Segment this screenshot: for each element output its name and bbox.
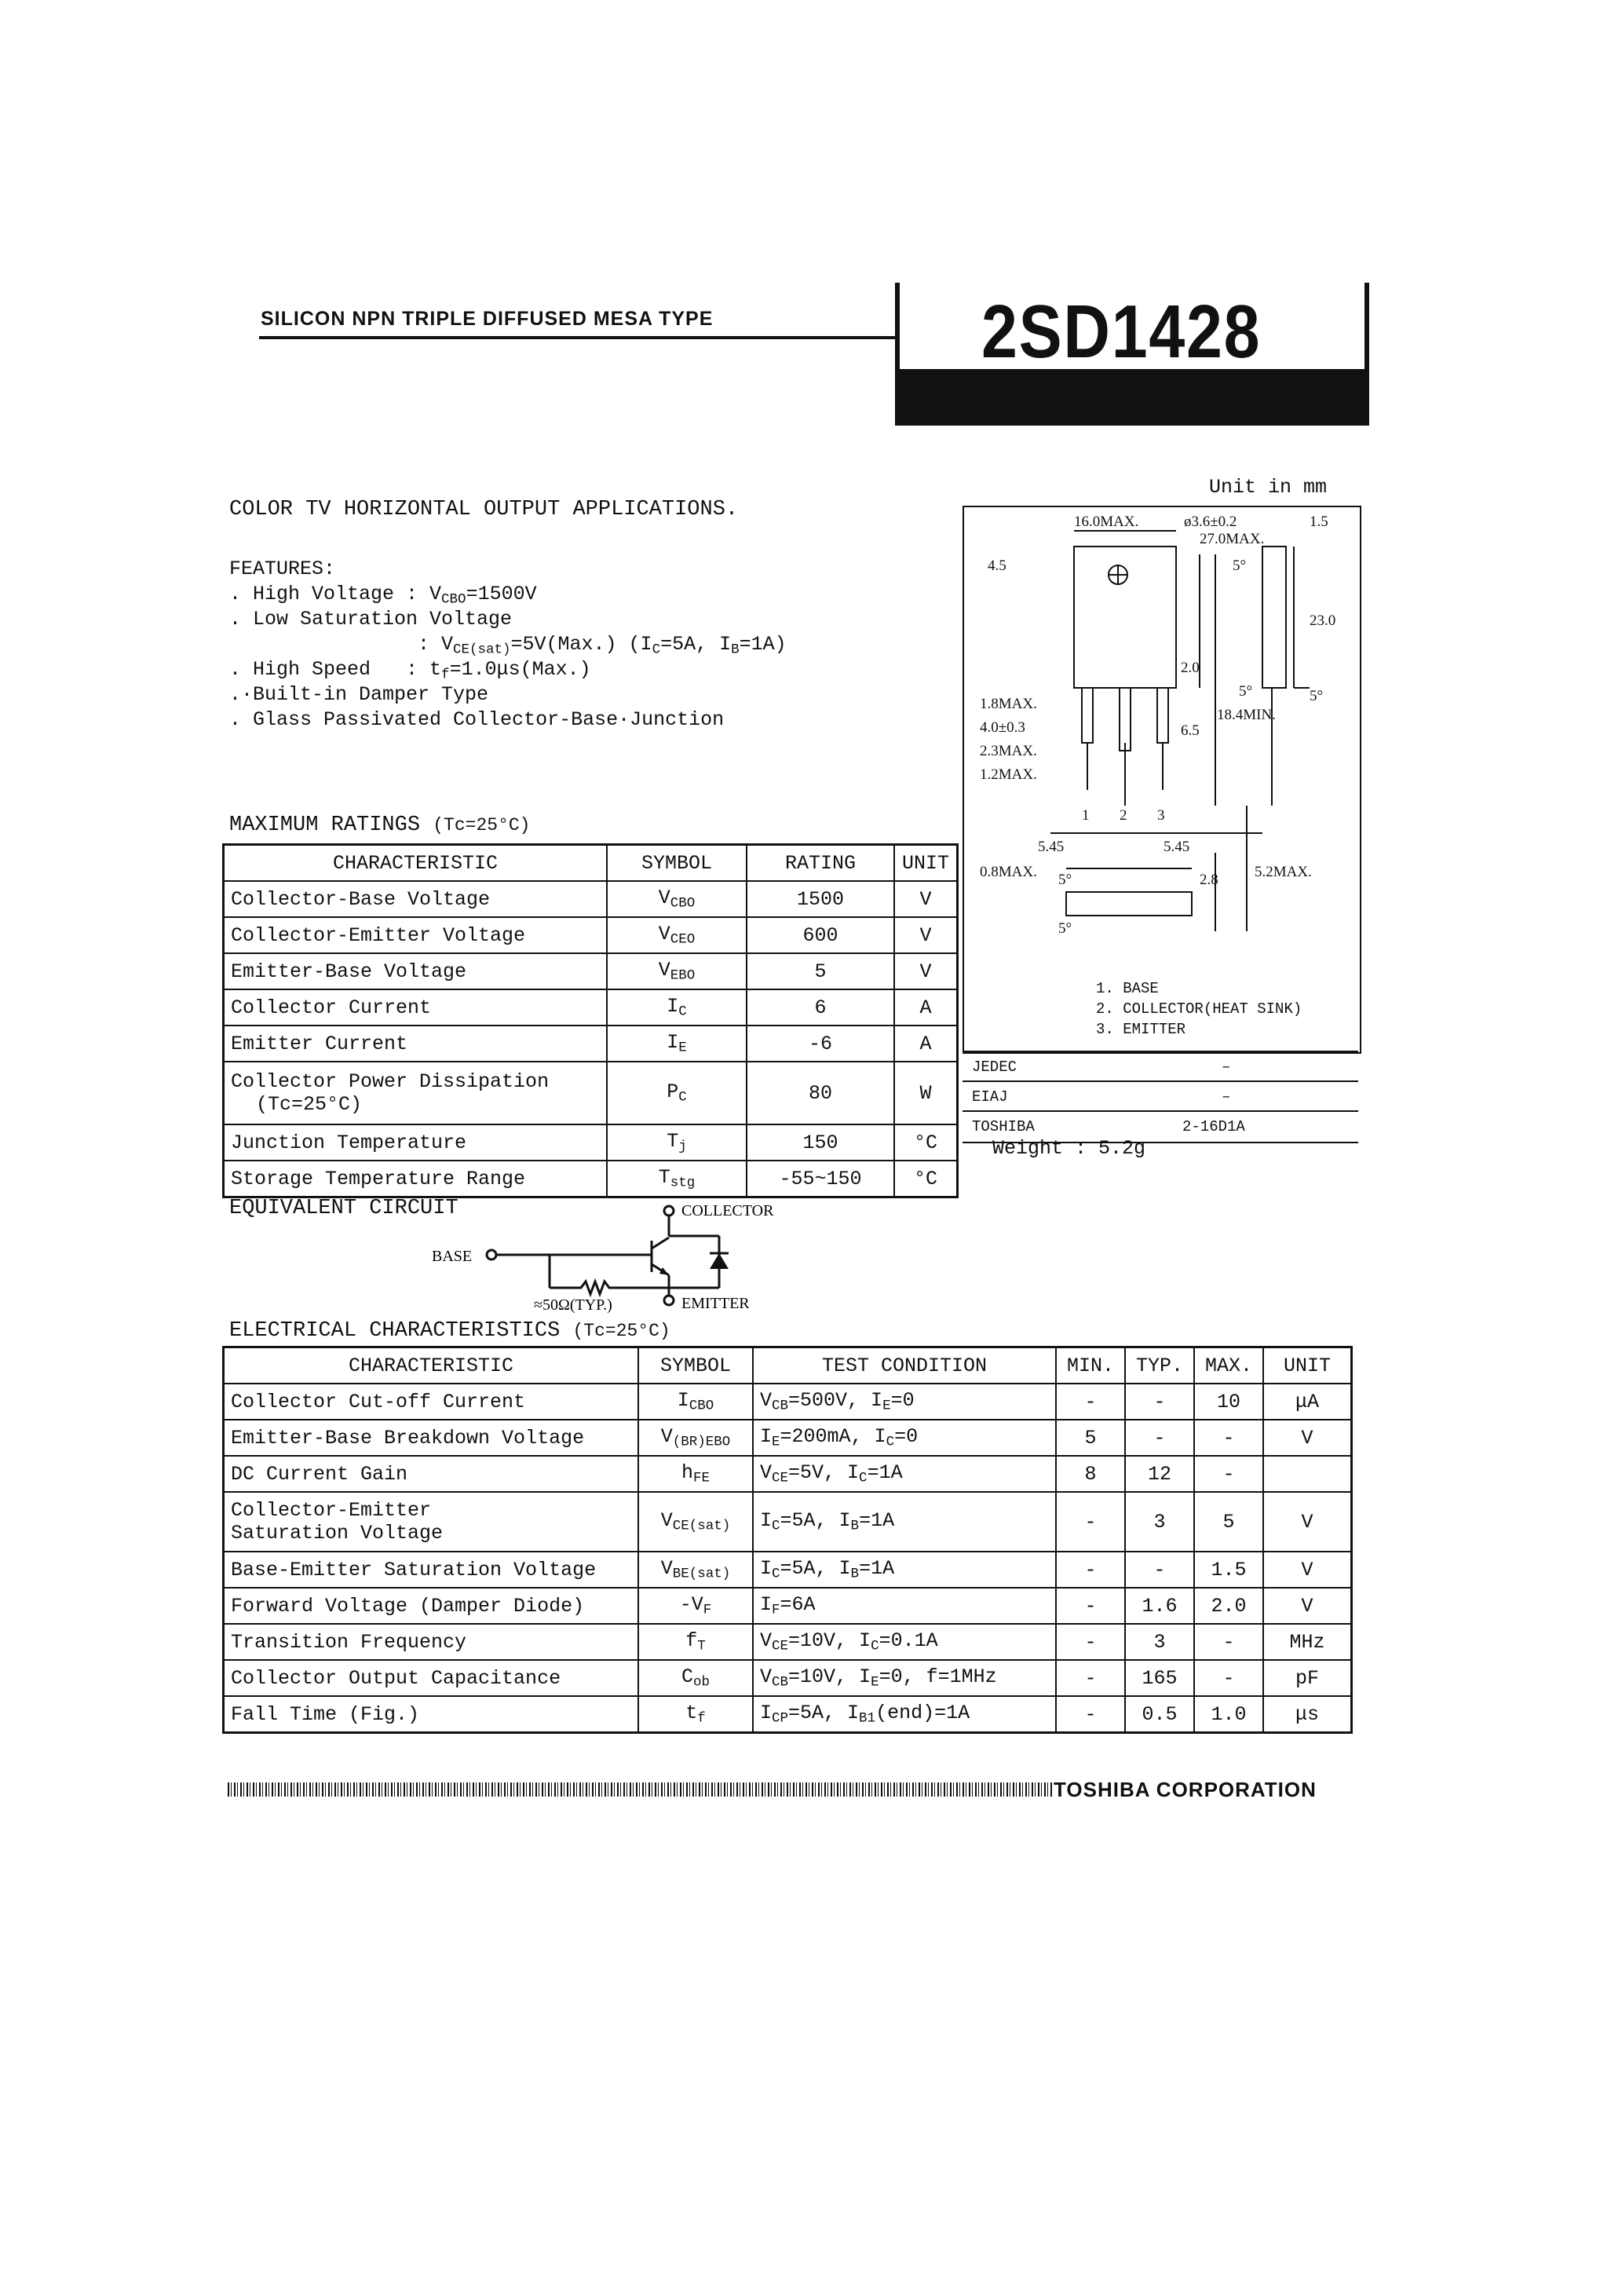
pin-emitter: 3. EMITTER [1096, 1021, 1186, 1038]
collector-label: COLLECTOR [681, 1202, 774, 1219]
electrical-row [224, 1492, 1352, 1552]
ec-condition: $V_{CB}=10V$, $I_E=0$, f=1MHz [753, 1660, 1056, 1696]
emitter-terminal [664, 1296, 674, 1305]
pin-collector: 2. COLLECTOR(HEAT SINK) [1096, 1000, 1302, 1018]
ec-characteristic: Forward Voltage (Damper Diode) [224, 1588, 639, 1624]
ec-condition: $I_C=5A$, $I_B=1A$ [753, 1492, 1056, 1552]
ec-condition: $I_E=200mA$, $I_C=0$ [753, 1420, 1056, 1456]
max-ratings-row [224, 989, 958, 1026]
ec-max: 5 [1194, 1492, 1263, 1552]
ec-symbol: $V_{(BR)EBO}$ [638, 1420, 753, 1456]
footer-corporation: TOSHIBA CORPORATION [1054, 1778, 1317, 1801]
mr-rating: -6 [747, 1026, 894, 1062]
ec-unit: μs [1263, 1696, 1352, 1733]
dim-0-8max: 0.8MAX. [980, 864, 1037, 880]
max-ratings-row [224, 1026, 958, 1062]
mr-unit: °C [894, 1161, 958, 1197]
mr-unit: A [894, 1026, 958, 1062]
ec-max: 10 [1194, 1384, 1263, 1420]
application-text: COLOR TV HORIZONTAL OUTPUT APPLICATIONS. [229, 498, 739, 521]
mr-rating: -55~150 [747, 1161, 894, 1197]
max-ratings-title: MAXIMUM RATINGS (Tc=25°C) [229, 813, 531, 837]
electrical-row [224, 1420, 1352, 1456]
ec-col-symbol: SYMBOL [638, 1347, 753, 1384]
max-ratings-row [224, 917, 958, 953]
dim-2-8: 2.8 [1200, 872, 1218, 888]
electrical-row [224, 1660, 1352, 1696]
ec-condition: $V_{CE}=5V$, $I_C=1A$ [753, 1456, 1056, 1492]
pin-3-num: 3 [1157, 807, 1165, 824]
ec-unit: V [1263, 1492, 1352, 1552]
emitter-arrow [659, 1267, 669, 1275]
ec-characteristic: Collector-Emitter Saturation Voltage [224, 1492, 639, 1552]
electrical-title: ELECTRICAL CHARACTERISTICS (Tc=25°C) [229, 1319, 670, 1343]
ec-condition: $I_F=6A$ [753, 1588, 1056, 1624]
max-ratings-table [222, 843, 959, 1198]
mr-symbol: $T_j$ [607, 1124, 747, 1161]
mr-unit: V [894, 917, 958, 953]
ec-col-max: MAX. [1194, 1347, 1263, 1384]
dim-hole: ø3.6±0.2 [1184, 514, 1237, 530]
ec-typ: - [1125, 1420, 1194, 1456]
base-terminal [487, 1250, 496, 1260]
ec-unit: MHz [1263, 1624, 1352, 1660]
electrical-row [224, 1696, 1352, 1733]
dim-5-2max: 5.2MAX. [1255, 864, 1312, 880]
dim-4-5: 4.5 [988, 558, 1006, 574]
ec-characteristic: DC Current Gain [224, 1456, 639, 1492]
ec-symbol: $h_{FE}$ [638, 1456, 753, 1492]
ec-typ: 12 [1125, 1456, 1194, 1492]
dim-6-5: 6.5 [1181, 722, 1200, 739]
mr-unit: V [894, 881, 958, 917]
ec-condition: $I_C=5A$, $I_B=1A$ [753, 1552, 1056, 1588]
ec-symbol: $-V_F$ [638, 1588, 753, 1624]
ec-max: - [1194, 1624, 1263, 1660]
dim-5-45-a: 5.45 [1038, 839, 1065, 855]
mr-symbol: $P_C$ [607, 1062, 747, 1124]
pin-2-num: 2 [1120, 807, 1127, 824]
ec-max: - [1194, 1660, 1263, 1696]
mr-characteristic: Collector-Base Voltage [224, 881, 608, 917]
ec-typ: - [1125, 1384, 1194, 1420]
mr-unit: V [894, 953, 958, 989]
dim-5deg-b: 5° [1239, 683, 1253, 700]
ec-min: - [1056, 1384, 1125, 1420]
part-number-bar [895, 369, 1369, 426]
ec-symbol: $f_T$ [638, 1624, 753, 1660]
pkg-row-eiaj: EIAJ – [963, 1080, 1358, 1112]
ec-typ: 0.5 [1125, 1696, 1194, 1733]
ec-min: - [1056, 1492, 1125, 1552]
mr-symbol: $I_E$ [607, 1026, 747, 1062]
max-ratings-row [224, 881, 958, 917]
ec-condition: $I_{CP}=5A$, $I_{B1}(end)=1A$ [753, 1696, 1056, 1733]
ec-col-unit: UNIT [1263, 1347, 1352, 1384]
max-ratings-row [224, 953, 958, 989]
electrical-row [224, 1588, 1352, 1624]
mr-symbol: $I_C$ [607, 989, 747, 1026]
ec-symbol: $I_{CBO}$ [638, 1384, 753, 1420]
max-ratings-row [224, 1161, 958, 1197]
max-ratings-header [224, 845, 958, 882]
ec-characteristic: Collector Cut-off Current [224, 1384, 639, 1420]
mr-rating: 150 [747, 1124, 894, 1161]
pkg-row-jedec: JEDEC – [963, 1051, 1358, 1082]
dim-width: 16.0MAX. [1074, 514, 1139, 530]
dim-1-2max: 1.2MAX. [980, 766, 1037, 783]
ec-col-characteristic: CHARACTERISTIC [224, 1347, 639, 1384]
col-characteristic: CHARACTERISTIC [224, 845, 608, 882]
ec-characteristic: Collector Output Capacitance [224, 1660, 639, 1696]
electrical-row [224, 1624, 1352, 1660]
package-outline-drawing [964, 507, 1357, 1049]
ec-col-min: MIN. [1056, 1347, 1125, 1384]
feature-damper: .·Built-in Damper Type [229, 683, 489, 706]
ec-unit: V [1263, 1588, 1352, 1624]
base-label: BASE [432, 1248, 473, 1265]
dim-5-45-b: 5.45 [1164, 839, 1190, 855]
ec-min: - [1056, 1696, 1125, 1733]
dim-2-3max: 2.3MAX. [980, 743, 1037, 759]
subtitle: SILICON NPN TRIPLE DIFFUSED MESA TYPE [261, 308, 714, 330]
feature-glass-passivated: . Glass Passivated Collector-Base·Junction [229, 708, 725, 731]
mr-rating: 6 [747, 989, 894, 1026]
mr-symbol: $T_{stg}$ [607, 1161, 747, 1197]
ec-characteristic: Emitter-Base Breakdown Voltage [224, 1420, 639, 1456]
ec-max: 2.0 [1194, 1588, 1263, 1624]
ec-condition: $V_{CE}=10V$, $I_C=0.1A$ [753, 1624, 1056, 1660]
feature-low-saturation: . Low Saturation Voltage [229, 608, 513, 631]
ec-unit: pF [1263, 1660, 1352, 1696]
feature-high-voltage: . High Voltage : $V_{CBO}=1500V$ [229, 583, 537, 608]
ec-typ: 3 [1125, 1492, 1194, 1552]
resistor [550, 1281, 669, 1294]
collector-terminal [664, 1206, 674, 1216]
mr-rating: 5 [747, 953, 894, 989]
weight: Weight : 5.2g [992, 1137, 1146, 1160]
ec-unit: V [1263, 1420, 1352, 1456]
col-symbol: SYMBOL [607, 845, 747, 882]
ec-characteristic: Fall Time (Fig.) [224, 1696, 639, 1733]
ec-characteristic: Base-Emitter Saturation Voltage [224, 1552, 639, 1588]
mr-characteristic: Collector-Emitter Voltage [224, 917, 608, 953]
pkg-row-toshiba: TOSHIBA 2-16D1A [963, 1110, 1358, 1143]
mr-characteristic: Collector Power Dissipation (Tc=25°C) [224, 1062, 608, 1124]
ec-symbol: $V_{BE(sat)}$ [638, 1552, 753, 1588]
mr-unit: W [894, 1062, 958, 1124]
mr-unit: °C [894, 1124, 958, 1161]
electrical-row [224, 1456, 1352, 1492]
ec-min: - [1056, 1660, 1125, 1696]
mr-characteristic: Storage Temperature Range [224, 1161, 608, 1197]
ec-typ: - [1125, 1552, 1194, 1588]
dim-4-0: 4.0±0.3 [980, 719, 1025, 736]
emitter-label: EMITTER [681, 1295, 750, 1312]
features-title: FEATURES: [229, 558, 336, 580]
resistor-label: ≈50Ω(TYP.) [534, 1296, 612, 1314]
pin-1-num: 1 [1082, 807, 1090, 824]
equivalent-circuit-diagram [424, 1194, 785, 1319]
ec-unit [1263, 1456, 1352, 1492]
dim-5deg-e: 5° [1058, 920, 1072, 937]
ec-min: 5 [1056, 1420, 1125, 1456]
mr-symbol: $V_{CBO}$ [607, 881, 747, 917]
mr-unit: A [894, 989, 958, 1026]
ec-min: - [1056, 1624, 1125, 1660]
mr-characteristic: Junction Temperature [224, 1124, 608, 1161]
mr-characteristic: Collector Current [224, 989, 608, 1026]
ec-symbol: $V_{CE(sat)}$ [638, 1492, 753, 1552]
ec-condition: $V_{CB}=500V$, $I_E=0$ [753, 1384, 1056, 1420]
col-unit: UNIT [894, 845, 958, 882]
damper-diode [710, 1253, 729, 1269]
ec-unit: V [1263, 1552, 1352, 1588]
dim-23: 23.0 [1310, 612, 1336, 629]
subtitle-underline [259, 336, 895, 339]
side-view [1262, 547, 1286, 688]
mr-rating: 1500 [747, 881, 894, 917]
electrical-row [224, 1552, 1352, 1588]
mr-characteristic: Emitter Current [224, 1026, 608, 1062]
mr-characteristic: Emitter-Base Voltage [224, 953, 608, 989]
dim-1-8max: 1.8MAX. [980, 696, 1037, 712]
electrical-header [224, 1347, 1352, 1384]
dim-27max: 27.0MAX. [1200, 531, 1265, 547]
ec-unit: μA [1263, 1384, 1352, 1420]
ec-col-condition: TEST CONDITION [753, 1347, 1056, 1384]
feature-high-speed: . High Speed : $t_f=1.0\mu s(Max.)$ [229, 658, 591, 683]
col-rating: RATING [747, 845, 894, 882]
ec-min: - [1056, 1552, 1125, 1588]
ec-max: - [1194, 1420, 1263, 1456]
equivalent-circuit-title: EQUIVALENT CIRCUIT [229, 1197, 458, 1220]
ec-symbol: $C_{ob}$ [638, 1660, 753, 1696]
mr-rating: 600 [747, 917, 894, 953]
dim-2-0: 2.0 [1181, 660, 1200, 676]
ec-characteristic: Transition Frequency [224, 1624, 639, 1660]
max-ratings-row [224, 1062, 958, 1124]
ec-symbol: $t_f$ [638, 1696, 753, 1733]
ec-max: - [1194, 1456, 1263, 1492]
ec-typ: 1.6 [1125, 1588, 1194, 1624]
dim-1-5: 1.5 [1310, 514, 1328, 530]
ec-min: - [1056, 1588, 1125, 1624]
ec-max: 1.5 [1194, 1552, 1263, 1588]
mr-symbol: $V_{CEO}$ [607, 917, 747, 953]
pin-list [1096, 978, 1302, 1040]
ec-min: 8 [1056, 1456, 1125, 1492]
footer-barcode-line [228, 1782, 1052, 1797]
dim-5deg-c: 5° [1310, 688, 1324, 704]
ec-typ: 3 [1125, 1624, 1194, 1660]
mr-symbol: $V_{EBO}$ [607, 953, 747, 989]
pin-base: 1. BASE [1096, 980, 1159, 997]
ec-typ: 165 [1125, 1660, 1194, 1696]
dim-5deg-d: 5° [1058, 872, 1072, 888]
mr-rating: 80 [747, 1062, 894, 1124]
feature-vce-sat: : $V_{CE(sat)}=5V(Max.)$ ($I_C=5A$, $I_B=1A$) [418, 633, 787, 658]
part-number: 2SD1428 [981, 290, 1262, 374]
unit-label: Unit in mm [1209, 476, 1328, 499]
electrical-table [222, 1346, 1353, 1734]
dim-18-4min: 18.4MIN. [1217, 707, 1276, 723]
max-ratings-row [224, 1124, 958, 1161]
dim-5deg-a: 5° [1233, 558, 1247, 574]
electrical-row [224, 1384, 1352, 1420]
ec-col-typ: TYP. [1125, 1347, 1194, 1384]
ec-max: 1.0 [1194, 1696, 1263, 1733]
bottom-view [1066, 892, 1192, 916]
